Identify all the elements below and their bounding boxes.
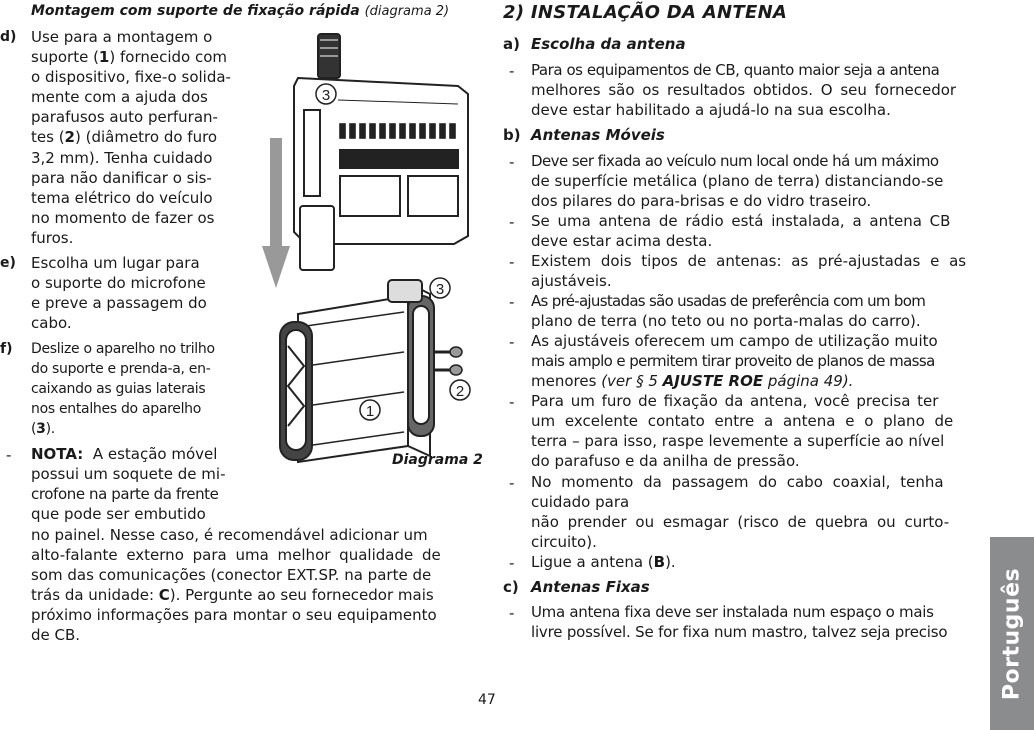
line: um excelente contato entre a antena e o plano de — [531, 412, 954, 431]
line: do parafuso e da anilha de pressão. — [531, 452, 800, 471]
line: possui um soquete de mi- — [31, 465, 226, 484]
bullet-dash: - — [509, 253, 515, 271]
line: deve estar habilitado a ajudá-lo na sua escolha. — [531, 101, 891, 120]
line: menores (ver § 5 AJUSTE ROE página 49). — [531, 372, 854, 391]
svg-text:2: 2 — [455, 383, 465, 400]
a-paragraph-1 — [531, 60, 975, 120]
line: NOTA: A estação móvel — [31, 445, 218, 463]
b-paragraph-4 — [531, 291, 975, 331]
line: Use para a montagem o — [31, 28, 213, 46]
line: Deslize o aparelho no trilho — [31, 341, 215, 357]
line: (3). — [31, 421, 55, 438]
line: caixando as guias laterais — [31, 381, 206, 398]
item-d-label: d) — [0, 29, 17, 45]
line: 3,2 mm). Tenha cuidado — [31, 148, 213, 167]
line: Para os equipamentos de CB, quanto maior seja a antena — [531, 61, 940, 79]
b-paragraph-2 — [531, 211, 975, 251]
line: mais amplo e permitem tirar proveito de planos de massa — [531, 352, 935, 371]
line: furos. — [31, 228, 74, 247]
line: dos pilares do para-brisas e do vidro traseiro. — [531, 192, 872, 211]
b-paragraph-5 — [531, 331, 975, 391]
bullet-dash: - — [509, 293, 515, 311]
line: tes (2) (diâmetro do furo — [31, 128, 218, 147]
line: As pré-ajustadas são usadas de preferência com um bom — [531, 292, 926, 310]
line: Deve ser fixada ao veículo num local onde há um máximo — [531, 152, 939, 170]
bullet-dash: - — [509, 474, 515, 492]
line: circuito). — [531, 533, 597, 552]
line: deve estar acima desta. — [531, 232, 713, 251]
b-paragraph-6 — [531, 391, 975, 471]
bullet-dash: - — [509, 604, 515, 622]
page-number: 47 — [478, 692, 496, 708]
b-paragraph-3 — [531, 251, 975, 291]
b-paragraph-7 — [531, 472, 975, 552]
callout-2 — [450, 380, 470, 400]
line: não prender ou esmagar (risco de quebra ou curto- — [531, 513, 950, 532]
subsection-c-heading: c) Antenas Fixas — [503, 578, 650, 596]
diagram-caption: Diagrama 2 — [392, 452, 483, 468]
line: o suporte do microfone — [31, 274, 206, 293]
line: livre possível. Se for fixa num mastro, talvez seja preciso — [531, 623, 948, 642]
note-text-narrow — [31, 444, 236, 524]
item-f-label: f) — [0, 341, 13, 357]
line: no momento de fazer os — [31, 208, 215, 227]
line: som das comunicações (conector EXT.SP. na parte de — [31, 566, 432, 585]
radio-unit — [294, 34, 468, 270]
callout-3a — [316, 84, 336, 104]
line: suporte (1) fornecido com — [31, 48, 227, 67]
screws — [434, 347, 462, 375]
mounting-bracket — [280, 280, 434, 462]
bullet-dash: - — [509, 554, 515, 572]
line: plano de terra (no teto ou no porta-malas do carro). — [531, 312, 921, 331]
line: que pode ser embutido — [31, 505, 206, 524]
callout-3b — [430, 278, 450, 298]
down-arrow-icon — [262, 138, 290, 288]
left-header-sub: (diagrama 2) — [364, 4, 450, 19]
item-e-label: e) — [0, 255, 16, 271]
line: o dispositivo, fixe-o solida- — [31, 68, 231, 87]
line: ajustáveis. — [531, 272, 612, 291]
line: de CB. — [31, 626, 81, 645]
bullet-dash: - — [509, 62, 515, 80]
language-tab-label: Português — [999, 567, 1025, 700]
line: mente com a ajuda dos — [31, 88, 208, 107]
line: do suporte e prenda-a, en- — [31, 361, 211, 378]
line: Existem dois tipos de antenas: as pré-ajustadas e as — [531, 252, 967, 270]
line: nos entalhes do aparelho — [31, 401, 201, 418]
bullet-dash: - — [509, 153, 515, 171]
b-paragraph-8 — [531, 552, 975, 572]
line: Ligue a antena (B). — [531, 553, 676, 571]
line: alto-falante externo para uma melhor qualidade de — [31, 546, 441, 565]
line: cuidado para — [531, 493, 630, 512]
svg-text:1: 1 — [365, 403, 375, 420]
line: tema elétrico do veículo — [31, 188, 213, 207]
line: no painel. Nesse caso, é recomendável adicionar um — [31, 526, 428, 544]
diagram-2-illustration — [258, 26, 478, 466]
line: melhores são os resultados obtidos. O seu fornecedor — [531, 81, 957, 100]
note-text-wide — [31, 525, 475, 646]
c-paragraph-1 — [531, 602, 975, 642]
subsection-b-heading: b) Antenas Móveis — [503, 126, 665, 144]
bullet-dash: - — [509, 333, 515, 351]
note-label: NOTA: — [31, 445, 84, 463]
subsection-a-heading: a) Escolha da antena — [503, 35, 686, 53]
line: No momento da passagem do cabo coaxial, tenha — [531, 473, 944, 491]
b-paragraph-1 — [531, 151, 975, 211]
line: As ajustáveis oferecem um campo de utilização muito — [531, 332, 938, 350]
left-section-header — [31, 3, 449, 19]
line: parafusos auto perfuran- — [31, 108, 218, 127]
bullet-dash: - — [509, 213, 515, 231]
line: Escolha um lugar para — [31, 254, 200, 272]
section-title: 2) INSTALAÇÃO DA ANTENA — [503, 2, 788, 23]
line: Se uma antena de rádio está instalada, a antena CB — [531, 212, 951, 230]
bullet-dash: - — [509, 393, 515, 411]
line: terra – para isso, raspe levemente a superfície ao nível — [531, 432, 945, 451]
line: de superfície metálica (plano de terra) distanciando-se — [531, 172, 944, 191]
svg-text:3: 3 — [321, 87, 331, 104]
line: cabo. — [31, 314, 72, 333]
line: crofone na parte da frente — [31, 485, 219, 504]
line: trás da unidade: C). Pergunte ao seu fornecedor mais — [31, 586, 434, 605]
item-d-text — [31, 27, 236, 248]
callout-1 — [360, 400, 380, 420]
line: Uma antena fixa deve ser instalada num espaço o mais — [531, 603, 934, 621]
line: próximo informações para montar o seu equipamento — [31, 606, 437, 625]
left-header-title: Montagem com suporte de fixação rápida — [31, 3, 360, 19]
note-dash: - — [6, 446, 12, 464]
line: para não danificar o sis- — [31, 168, 212, 187]
line: e preve a passagem do — [31, 294, 207, 313]
svg-text:3: 3 — [435, 281, 445, 298]
line: Para um furo de fixação da antena, você precisa ter — [531, 392, 939, 410]
item-f-text — [31, 339, 236, 439]
language-tab — [990, 537, 1034, 730]
item-e-text — [31, 253, 236, 333]
